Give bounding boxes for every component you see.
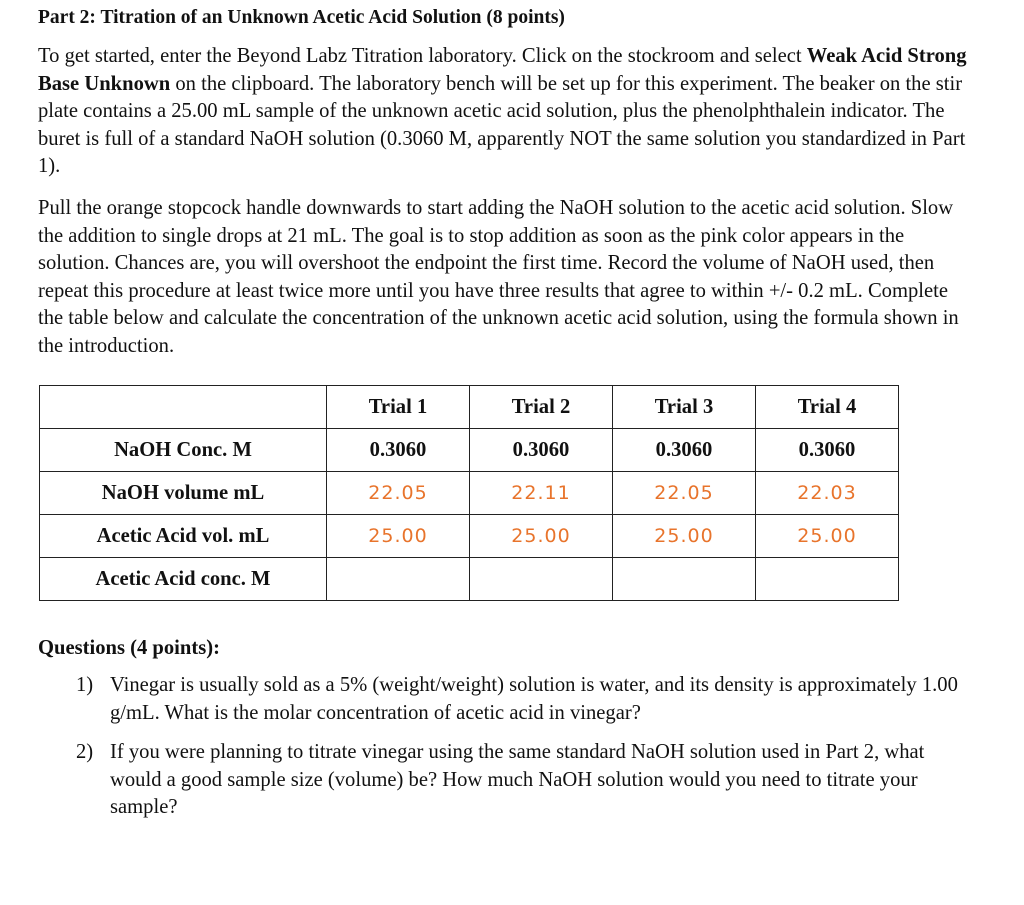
titration-results-table bbox=[39, 385, 899, 601]
para1-bold-unknown: Weak Acid Strong Base Unknown bbox=[38, 45, 967, 95]
row-label: NaOH Conc. M bbox=[40, 429, 327, 472]
list-item bbox=[38, 672, 978, 727]
instructions-paragraph-2: Pull the orange stopcock handle downwards to start adding the NaOH solution to the acetic acid solution. Slow the addition to single drops at 21 mL. The goal is to stop addition as soon as the pink color appears in the solution. Chances are, you will overshoot the endpoint the first time. Record the volume of NaOH used, then repeat this procedure at least twice more until you have three results that agree to within +/- 0.2 mL. Complete the table below and calculate the concentration of the unknown acetic acid solution, using the formula shown in the introduction. bbox=[38, 196, 959, 357]
table-cell: 0.3060 bbox=[756, 429, 899, 472]
table-row bbox=[40, 515, 899, 558]
table-header-cell bbox=[40, 386, 327, 429]
questions-title: Questions (4 points): bbox=[38, 637, 220, 659]
table-cell: 0.3060 bbox=[613, 429, 756, 472]
handwritten-cell[interactable]: 22.05 bbox=[613, 472, 756, 515]
empty-answer-cell[interactable] bbox=[470, 558, 613, 601]
table-header-row bbox=[40, 386, 899, 429]
row-label: Acetic Acid conc. M bbox=[40, 558, 327, 601]
table-cell: 0.3060 bbox=[470, 429, 613, 472]
questions-section bbox=[38, 635, 978, 834]
handwritten-cell[interactable]: 22.11 bbox=[470, 472, 613, 515]
questions-list bbox=[38, 672, 978, 822]
table-header-cell: Trial 4 bbox=[756, 386, 899, 429]
row-label: NaOH volume mL bbox=[40, 472, 327, 515]
instructions-paragraph-1 bbox=[38, 43, 968, 181]
handwritten-cell[interactable]: 25.00 bbox=[613, 515, 756, 558]
question-text: If you were planning to titrate vinegar using the same standard NaOH solution used in Part 2, what would a good sample size (volume) be? How much NaOH solution would you need to titrate your sample? bbox=[110, 741, 925, 819]
question-number: 2) bbox=[76, 741, 94, 764]
handwritten-cell[interactable]: 22.03 bbox=[756, 472, 899, 515]
table-cell: 0.3060 bbox=[327, 429, 470, 472]
handwritten-cell[interactable]: 25.00 bbox=[756, 515, 899, 558]
para1-text-start: To get started, enter the Beyond Labz Titration laboratory. Click on the stockroom and select bbox=[38, 45, 807, 67]
list-item bbox=[38, 739, 978, 822]
row-label: Acetic Acid vol. mL bbox=[40, 515, 327, 558]
table-header-cell: Trial 3 bbox=[613, 386, 756, 429]
para1-text-end: on the clipboard. The laboratory bench will be set up for this experiment. The beaker on the stir plate contains a 25.00 mL sample of the unknown acetic acid solution, plus the phenolphthalein indicator. The buret is full of a standard NaOH solution (0.3060 M, apparently NOT the same solution you standardized in Part 1). bbox=[38, 72, 966, 178]
handwritten-cell[interactable]: 25.00 bbox=[470, 515, 613, 558]
table-header-cell: Trial 2 bbox=[470, 386, 613, 429]
empty-answer-cell[interactable] bbox=[613, 558, 756, 601]
table-row bbox=[40, 558, 899, 601]
question-text: Vinegar is usually sold as a 5% (weight/weight) solution is water, and its density is approximately 1.00 g/mL. What is the molar concentration of acetic acid in vinegar? bbox=[110, 674, 958, 724]
page-title: Part 2: Titration of an Unknown Acetic Acid Solution (8 points) bbox=[38, 7, 565, 28]
empty-answer-cell[interactable] bbox=[327, 558, 470, 601]
empty-answer-cell[interactable] bbox=[756, 558, 899, 601]
question-number: 1) bbox=[76, 674, 94, 696]
table-row bbox=[40, 472, 899, 515]
handwritten-cell[interactable]: 25.00 bbox=[327, 515, 470, 558]
handwritten-cell[interactable]: 22.05 bbox=[327, 472, 470, 515]
document-body bbox=[38, 6, 968, 375]
table-header-cell: Trial 1 bbox=[327, 386, 470, 429]
table-row bbox=[40, 429, 899, 472]
